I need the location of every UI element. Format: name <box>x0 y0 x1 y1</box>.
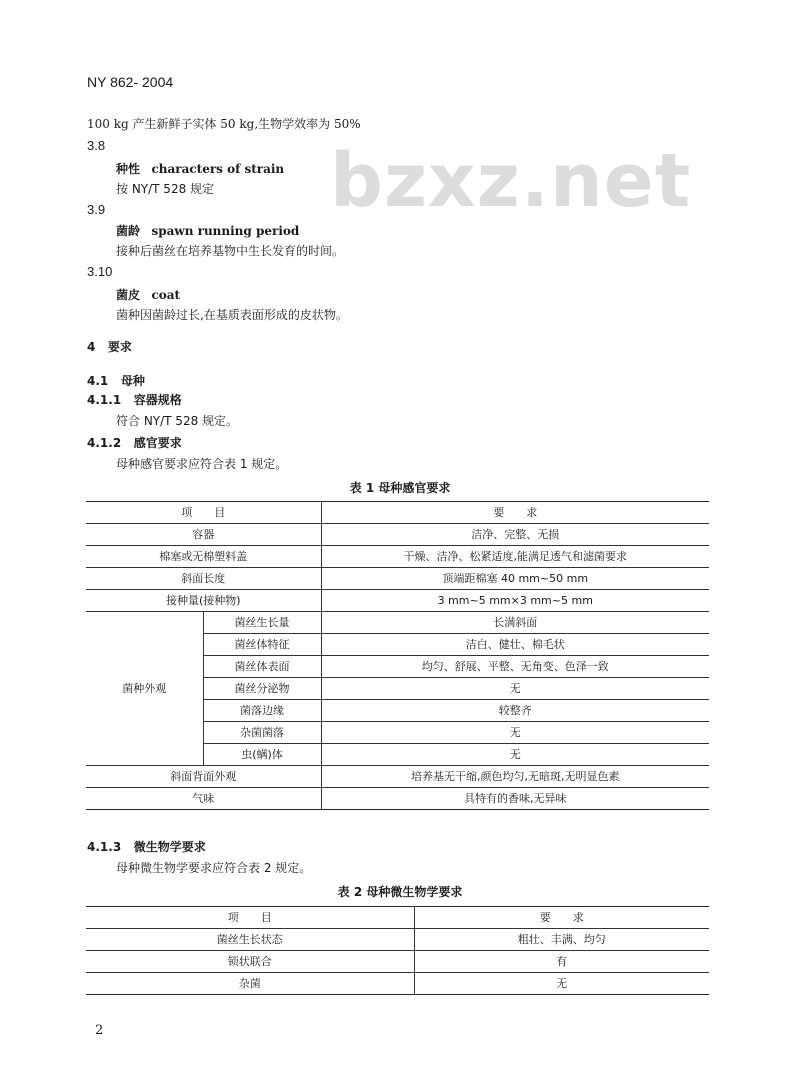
cell-requirement: 洁白、健壮、棉毛状 <box>321 634 709 656</box>
section-heading <box>87 838 206 855</box>
section-title: 微生物学要求 <box>133 840 206 854</box>
term-definition: 接种后菌丝在培养基物中生长发育的时间。 <box>116 244 345 258</box>
term-en: characters of strain <box>151 162 285 176</box>
section-title: 要求 <box>107 340 132 354</box>
term-entry <box>116 222 299 239</box>
term-cn: 菌皮 <box>116 288 141 302</box>
term-definition: 按 NY/T 528 规定 <box>116 182 215 196</box>
table-caption: 表 1 母种感官要求 <box>349 481 451 495</box>
cell-requirement: 无 <box>321 678 709 700</box>
cell-item: 菌丝生长量 <box>203 612 321 634</box>
cell-requirement: 无 <box>321 744 709 766</box>
section-body: 符合 NY/T 528 规定。 <box>116 414 239 428</box>
term-en: spawn running period <box>151 224 300 238</box>
cell-requirement: 顶端距棉塞 40 mm~50 mm <box>321 568 709 590</box>
header-item: 项 目 <box>86 907 414 929</box>
table-caption: 表 2 母种微生物学要求 <box>337 885 463 899</box>
table-row <box>86 524 709 546</box>
intro-line: 100 kg 产生新鲜子实体 50 kg,生物学效率为 50% <box>87 117 361 131</box>
cell-item: 菌丝体特征 <box>203 634 321 656</box>
section-body: 母种微生物学要求应符合表 2 规定。 <box>116 861 312 875</box>
cell-requirement: 长满斜面 <box>321 612 709 634</box>
table-row <box>86 929 709 951</box>
section-number: 3.9 <box>87 202 106 217</box>
term-cn: 种性 <box>116 162 141 176</box>
section-number: 4.1.1 <box>87 393 122 407</box>
section-number: 3.10 <box>87 264 113 279</box>
term-en: coat <box>151 288 181 302</box>
section-number: 4.1.3 <box>87 840 122 854</box>
cell-requirement: 无 <box>414 973 709 995</box>
cell-item: 容器 <box>86 524 321 546</box>
cell-item: 接种量(接种物) <box>86 590 321 612</box>
section-title: 容器规格 <box>133 393 182 407</box>
cell-item: 杂菌 <box>86 973 414 995</box>
cell-requirement: 3 mm~5 mm×3 mm~5 mm <box>321 590 709 612</box>
page-header: NY 862- 2004 <box>87 74 174 90</box>
cell-item: 菌丝分泌物 <box>203 678 321 700</box>
table-row <box>86 766 709 788</box>
table-microbiological-requirements <box>86 906 709 995</box>
table-sensory-requirements <box>86 501 709 810</box>
cell-requirement: 均匀、舒展、平整、无角变、色泽一致 <box>321 656 709 678</box>
cell-item: 锁状联合 <box>86 951 414 973</box>
table-header-row <box>86 907 709 929</box>
section-body: 母种感官要求应符合表 1 规定。 <box>116 457 288 471</box>
section-title: 母种 <box>120 374 145 388</box>
term-cn: 菌龄 <box>116 224 141 238</box>
table-row <box>86 612 709 634</box>
term-entry <box>116 286 180 303</box>
cell-item: 棉塞或无棉塑料盖 <box>86 546 321 568</box>
table-row <box>86 546 709 568</box>
cell-item: 斜面长度 <box>86 568 321 590</box>
cell-requirement: 较整齐 <box>321 700 709 722</box>
table-row <box>86 590 709 612</box>
header-requirement: 要 求 <box>321 502 709 524</box>
term-definition: 菌种因菌龄过长,在基质表面形成的皮状物。 <box>116 308 348 322</box>
table-row <box>86 788 709 810</box>
cell-item: 气味 <box>86 788 321 810</box>
page-number: 2 <box>95 1023 104 1038</box>
cell-group-label: 菌种外观 <box>86 612 203 766</box>
cell-item: 菌落边缘 <box>203 700 321 722</box>
term-entry <box>116 160 284 177</box>
section-number: 4.1 <box>87 374 109 388</box>
section-number: 4.1.2 <box>87 436 122 450</box>
table-row <box>86 568 709 590</box>
table-header-row <box>86 502 709 524</box>
cell-requirement: 洁净、完整、无损 <box>321 524 709 546</box>
watermark: bzxz.net <box>330 138 692 224</box>
section-heading <box>87 372 145 389</box>
cell-requirement: 具特有的香味,无异味 <box>321 788 709 810</box>
cell-requirement: 无 <box>321 722 709 744</box>
cell-item: 斜面背面外观 <box>86 766 321 788</box>
cell-item: 菌丝生长状态 <box>86 929 414 951</box>
header-item: 项 目 <box>86 502 321 524</box>
header-requirement: 要 求 <box>414 907 709 929</box>
section-heading <box>87 434 182 451</box>
table-row <box>86 951 709 973</box>
section-heading <box>87 338 132 355</box>
cell-requirement: 粗壮、丰满、均匀 <box>414 929 709 951</box>
cell-item: 菌丝体表面 <box>203 656 321 678</box>
table-row <box>86 973 709 995</box>
cell-item: 虫(螨)体 <box>203 744 321 766</box>
cell-requirement: 培养基无干缩,颜色均匀,无暗斑,无明显色素 <box>321 766 709 788</box>
section-number: 4 <box>87 340 96 354</box>
section-title: 感官要求 <box>133 436 182 450</box>
section-number: 3.8 <box>87 138 106 153</box>
cell-requirement: 有 <box>414 951 709 973</box>
section-heading <box>87 391 182 408</box>
cell-requirement: 干燥、洁净、松紧适度,能满足透气和滤菌要求 <box>321 546 709 568</box>
cell-item: 杂菌菌落 <box>203 722 321 744</box>
